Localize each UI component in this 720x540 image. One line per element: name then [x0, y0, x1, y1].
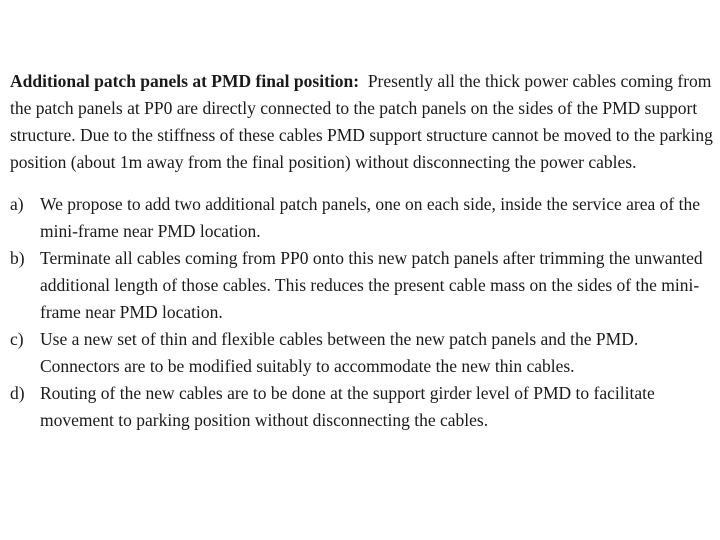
list-marker: b): [10, 248, 25, 268]
list-marker: d): [10, 383, 25, 403]
list-marker: a): [10, 194, 24, 214]
list-item: [10, 245, 716, 326]
document-body: [10, 68, 716, 434]
section-heading: Additional patch panels at PMD final position:: [10, 71, 360, 91]
intro-text: Presently all the thick power cables coming from the patch panels at PP0 are directly connected to the patch panels on the sides of the PMD support structure. Due to the stiffness of these cables PMD support structure cannot be moved to the parking position (about 1m away from the final position) without disconnecting the power cables.: [10, 71, 713, 172]
list-item-text: Use a new set of thin and flexible cables between the new patch panels and the PMD. Connectors are to be modified suitably to accommodate the new thin cables.: [40, 329, 639, 376]
list-item: [10, 191, 716, 245]
list-item-text: Terminate all cables coming from PP0 onto this new patch panels after trimming the unwanted additional length of those cables. This reduces the present cable mass on the sides of the mini-frame near PMD location.: [40, 248, 703, 322]
proposal-list: [10, 191, 716, 434]
list-item: [10, 380, 716, 434]
list-marker: c): [10, 329, 24, 349]
list-item: [10, 326, 716, 380]
intro-paragraph: [10, 68, 716, 176]
list-item-text: Routing of the new cables are to be done at the support girder level of PMD to facilitate movement to parking position without disconnecting the cables.: [40, 383, 655, 430]
list-item-text: We propose to add two additional patch panels, one on each side, inside the service area of the mini-frame near PMD location.: [40, 194, 700, 241]
